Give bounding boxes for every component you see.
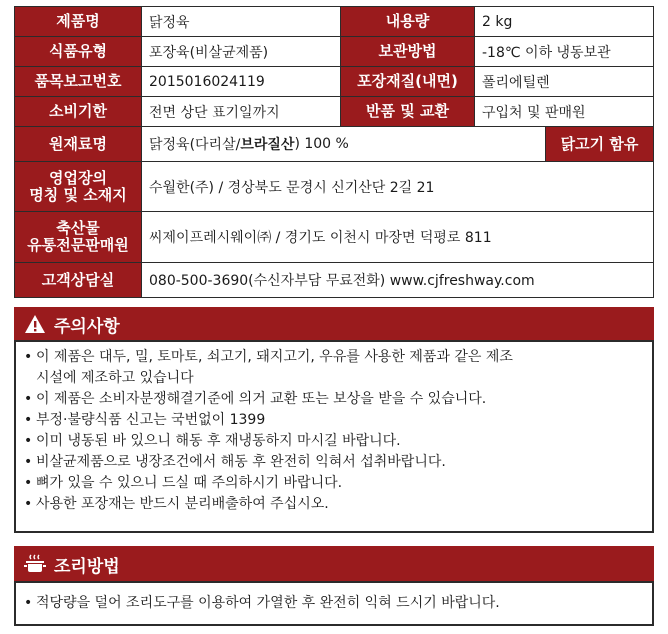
cautions-header xyxy=(14,307,654,341)
cooking-list xyxy=(24,593,500,614)
product-name-label: 제품명 xyxy=(14,6,142,37)
customer-service-label: 고객상담실 xyxy=(14,262,142,298)
ingredients-label: 원재료명 xyxy=(14,126,142,162)
distributor-label: 축산물 유통전문판매원 xyxy=(14,211,142,263)
cooking-pot-icon xyxy=(24,554,46,574)
caution-item: • 이미 냉동된 바 있으니 해동 후 재냉동하지 마시길 바랍니다. xyxy=(24,431,644,452)
cooking-item: • 적당량을 덜어 조리도구를 이용하여 가열한 후 완전히 익혀 드시기 바랍니다. xyxy=(24,593,500,614)
food-type-label: 식품유형 xyxy=(14,36,142,67)
storage-method-label: 보관방법 xyxy=(340,36,475,67)
caution-item: • 이 제품은 대두, 밀, 토마토, 쇠고기, 돼지고기, 우유를 사용한 제품과 같은 제조 시설에 제조하고 있습니다 xyxy=(24,347,644,389)
caution-item: • 부정·불량식품 신고는 국번없이 1399 xyxy=(24,410,644,431)
ingredients-suffix: ) 100 % xyxy=(294,136,349,152)
cautions-list xyxy=(24,347,644,515)
return-exchange-label: 반품 및 교환 xyxy=(340,96,475,127)
report-number-value: 2015016024119 xyxy=(141,66,341,97)
customer-service-value: 080-500-3690(수신자부담 무료전화) www.cjfreshway.com xyxy=(141,262,654,298)
expiry-value: 전면 상단 표기일까지 xyxy=(141,96,341,127)
ingredients-prefix: 닭정육(다리살/ xyxy=(149,137,241,153)
ingredients-origin: 브라질산 xyxy=(240,137,295,153)
cooking-title: 조리방법 xyxy=(54,556,120,577)
caution-item: • 이 제품은 소비자분쟁해결기준에 의거 교환 또는 보상을 받을 수 있습니다. xyxy=(24,389,644,410)
net-content-label: 내용량 xyxy=(340,6,475,37)
warning-icon xyxy=(24,314,46,334)
manufacturer-value: 수월한(주) / 경상북도 문경시 신기산단 2길 21 xyxy=(141,161,654,212)
expiry-label: 소비기한 xyxy=(14,96,142,127)
net-content-value: 2 kg xyxy=(474,6,654,37)
cooking-box xyxy=(14,581,654,626)
food-type-value: 포장육(비살균제품) xyxy=(141,36,341,67)
caution-item: • 사용한 포장재는 반드시 분리배출하여 주십시오. xyxy=(24,494,644,515)
distributor-value: 씨제이프레시웨이㈜ / 경기도 이천시 마장면 덕평로 811 xyxy=(141,211,654,263)
ingredients-value xyxy=(141,126,546,162)
caution-item: • 비살균제품으로 냉장조건에서 해동 후 완전히 익혀서 섭취바랍니다. xyxy=(24,452,644,473)
caution-item: • 뼈가 있을 수 있으니 드실 때 주의하시기 바랍니다. xyxy=(24,473,644,494)
storage-method-value: -18℃ 이하 냉동보관 xyxy=(474,36,654,67)
packaging-material-label: 포장재질(내면) xyxy=(340,66,475,97)
allergen-tag: 닭고기 함유 xyxy=(545,126,654,162)
cautions-box xyxy=(14,340,654,533)
product-name-value: 닭정육 xyxy=(141,6,341,37)
packaging-material-value: 폴리에틸렌 xyxy=(474,66,654,97)
report-number-label: 품목보고번호 xyxy=(14,66,142,97)
return-exchange-value: 구입처 및 판매원 xyxy=(474,96,654,127)
product-info-table xyxy=(14,6,654,298)
cooking-header xyxy=(14,546,654,582)
manufacturer-label: 영업장의 명칭 및 소재지 xyxy=(14,161,142,212)
cautions-title: 주의사항 xyxy=(54,316,120,337)
